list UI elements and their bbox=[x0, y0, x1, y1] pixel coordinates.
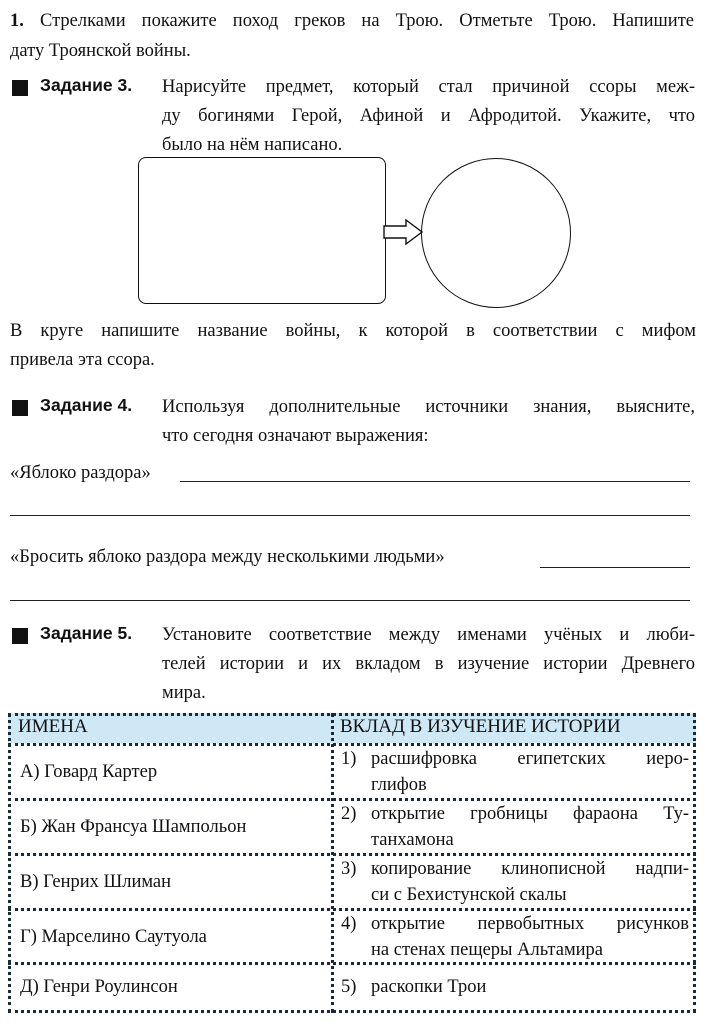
answer-line[interactable] bbox=[10, 515, 690, 516]
contribution-text: глифов bbox=[371, 775, 427, 795]
task3-line3: было на нём написано. bbox=[162, 135, 343, 155]
contribution-text: на стенах пещеры Альтамира bbox=[371, 940, 604, 960]
contribution-number: 3) bbox=[341, 859, 357, 879]
task3-label: Задание 3. bbox=[40, 75, 133, 95]
contribution-text: си с Бехистунской скалы bbox=[371, 885, 567, 905]
table-border bbox=[331, 713, 334, 1013]
contribution-text: танхамона bbox=[371, 830, 454, 850]
task-bullet-square bbox=[12, 628, 28, 644]
contribution-text: расшифровка египетских иеро- bbox=[371, 749, 689, 769]
contribution-text: открытие гробницы фараона Ту- bbox=[371, 804, 689, 824]
answer-line[interactable] bbox=[180, 481, 690, 482]
task1-number: 1. bbox=[10, 11, 24, 31]
name-cell: Г) Марселино Саутуола bbox=[20, 927, 207, 947]
answer-line[interactable] bbox=[540, 567, 690, 568]
table-border bbox=[8, 1010, 696, 1013]
task5-line3: мира. bbox=[162, 683, 206, 703]
task5-label: Задание 5. bbox=[40, 623, 133, 643]
answer-circle[interactable] bbox=[421, 158, 571, 308]
task1-line2: дату Троянской войны. bbox=[10, 41, 191, 61]
header-contribution: ВКЛАД В ИЗУЧЕНИЕ ИСТОРИИ bbox=[340, 716, 621, 737]
task1-line1: 1. Стрелками покажите поход греков на Трою. Отметьте Трою. Напишите bbox=[10, 11, 694, 31]
table-header bbox=[8, 713, 696, 743]
task3-line1: Нарисуйте предмет, который стал причиной ссоры меж- bbox=[162, 77, 695, 97]
name-cell: Б) Жан Франсуа Шампольон bbox=[20, 817, 247, 837]
contribution-number: 5) bbox=[341, 977, 357, 997]
answer-line[interactable] bbox=[10, 600, 690, 601]
task3-after-line2: привела эта ссора. bbox=[10, 350, 155, 370]
matching-table bbox=[8, 713, 696, 1013]
task-bullet-square bbox=[12, 400, 28, 416]
table-border bbox=[8, 713, 11, 1013]
contribution-number: 2) bbox=[341, 804, 357, 824]
task5-line2: телей истории и их вкладом в изучение истории Древнего bbox=[162, 654, 695, 674]
task4-phrase2: «Бросить яблоко раздора между несколькими людьми» bbox=[10, 547, 445, 567]
contribution-number: 1) bbox=[341, 749, 357, 769]
contribution-text: раскопки Трои bbox=[371, 977, 487, 997]
name-cell: А) Говард Картер bbox=[20, 762, 158, 782]
task4-line1: Используя дополнительные источники знания, выясните, bbox=[162, 397, 695, 417]
header-names: ИМЕНА bbox=[18, 716, 88, 737]
table-border bbox=[693, 713, 696, 1013]
task4-phrase1: «Яблоко раздора» bbox=[10, 463, 151, 483]
task3-after-line1: В круге напишите название войны, к которой в соответствии с мифом bbox=[10, 321, 696, 341]
name-cell: В) Генрих Шлиман bbox=[20, 872, 172, 892]
contribution-number: 4) bbox=[341, 914, 357, 934]
contribution-text: открытие первобытных рисунков bbox=[371, 914, 689, 934]
name-cell: Д) Генри Роулинсон bbox=[20, 977, 178, 997]
drawing-box[interactable] bbox=[138, 157, 386, 304]
task3-line2: ду богинями Герой, Афиной и Афродитой. Укажите, что bbox=[162, 106, 695, 126]
table-border bbox=[8, 713, 696, 716]
arrow-right-icon bbox=[382, 217, 426, 247]
task-bullet-square bbox=[12, 80, 28, 96]
task4-line2: что сегодня означают выражения: bbox=[162, 426, 429, 446]
contribution-text: копирование клинописной надпи- bbox=[371, 859, 689, 879]
task5-line1: Установите соответствие между именами учёных и люби- bbox=[162, 625, 695, 645]
task4-label: Задание 4. bbox=[40, 395, 133, 415]
